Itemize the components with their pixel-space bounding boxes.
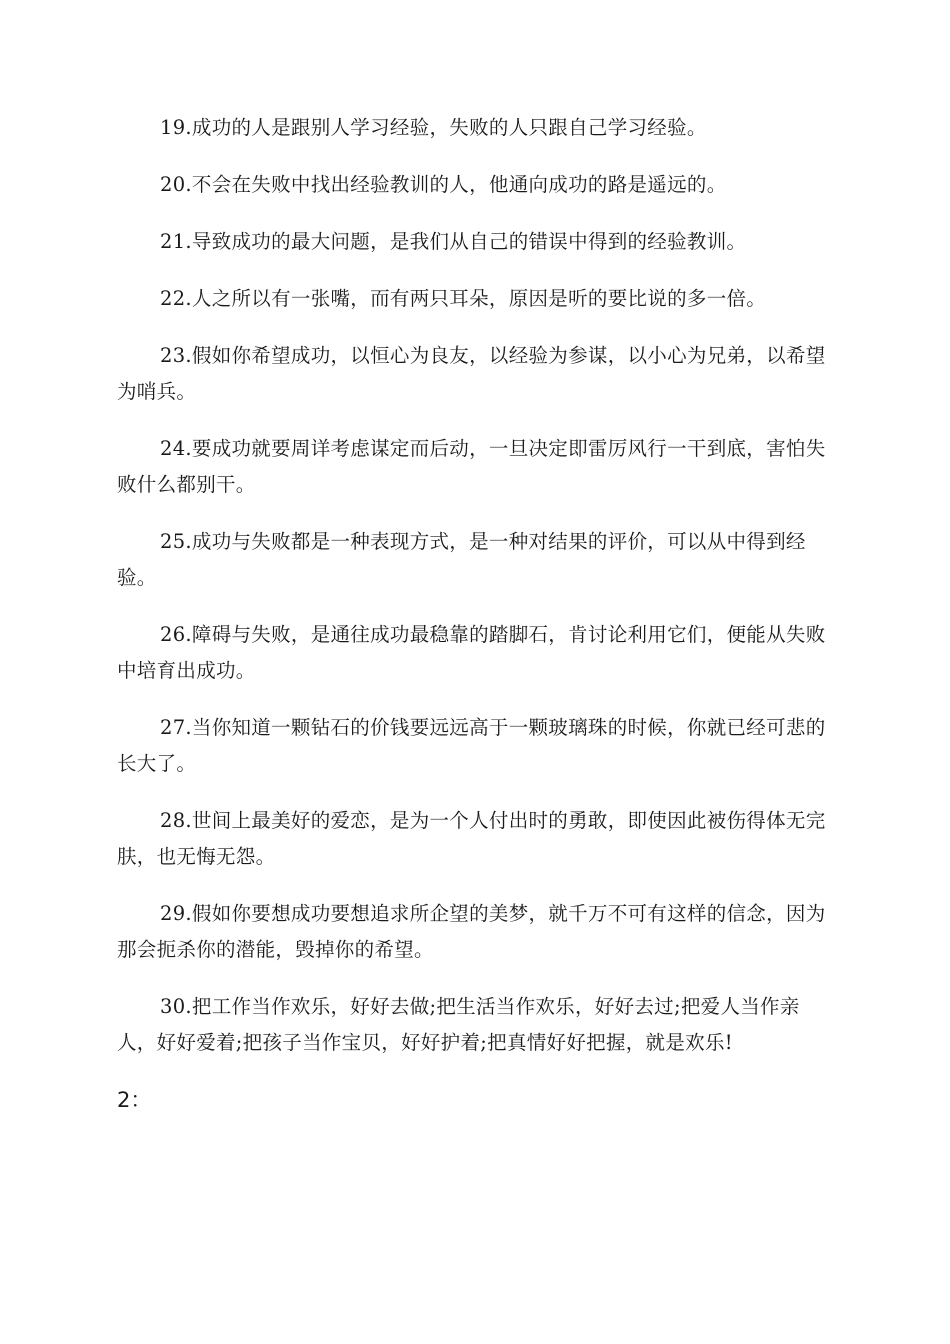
paragraph-24: 24.要成功就要周详考虑谋定而后动，一旦决定即雷厉风行一干到底，害怕失败什么都别干。 (117, 437, 826, 496)
section-heading: 2： (117, 1088, 152, 1112)
document-body (117, 110, 837, 1118)
paragraph-22: 22.人之所以有一张嘴，而有两只耳朵，原因是听的要比说的多一倍。 (160, 287, 767, 310)
paragraph-30: 30.把工作当作欢乐，好好去做;把生活当作欢乐，好好去过;把爱人当作亲人，好好爱着;把孩子当作宝贝，好好护着;把真情好好把握，就是欢乐! (117, 995, 800, 1054)
paragraph-23: 23.假如你希望成功，以恒心为良友，以经验为参谋，以小心为兄弟，以希望为哨兵。 (117, 344, 826, 403)
paragraph-29: 29.假如你要想成功要想追求所企望的美梦，就千万不可有这样的信念，因为那会扼杀你的潜能，毁掉你的希望。 (117, 902, 826, 961)
paragraph-27: 27.当你知道一颗钻石的价钱要远远高于一颗玻璃珠的时候，你就已经可悲的长大了。 (117, 716, 826, 775)
paragraph-28: 28.世间上最美好的爱恋，是为一个人付出时的勇敢，即使因此被伤得体无完肤，也无悔无怨。 (117, 809, 826, 868)
paragraph-25: 25.成功与失败都是一种表现方式，是一种对结果的评价，可以从中得到经验。 (117, 530, 806, 589)
paragraph-21: 21.导致成功的最大问题，是我们从自己的错误中得到的经验教训。 (160, 230, 747, 253)
paragraph-26: 26.障碍与失败，是通往成功最稳靠的踏脚石，肯讨论利用它们，便能从失败中培育出成功。 (117, 623, 826, 682)
paragraph-19: 19.成功的人是跟别人学习经验，失败的人只跟自己学习经验。 (160, 116, 707, 139)
paragraph-20: 20.不会在失败中找出经验教训的人，他通向成功的路是遥远的。 (160, 173, 727, 196)
